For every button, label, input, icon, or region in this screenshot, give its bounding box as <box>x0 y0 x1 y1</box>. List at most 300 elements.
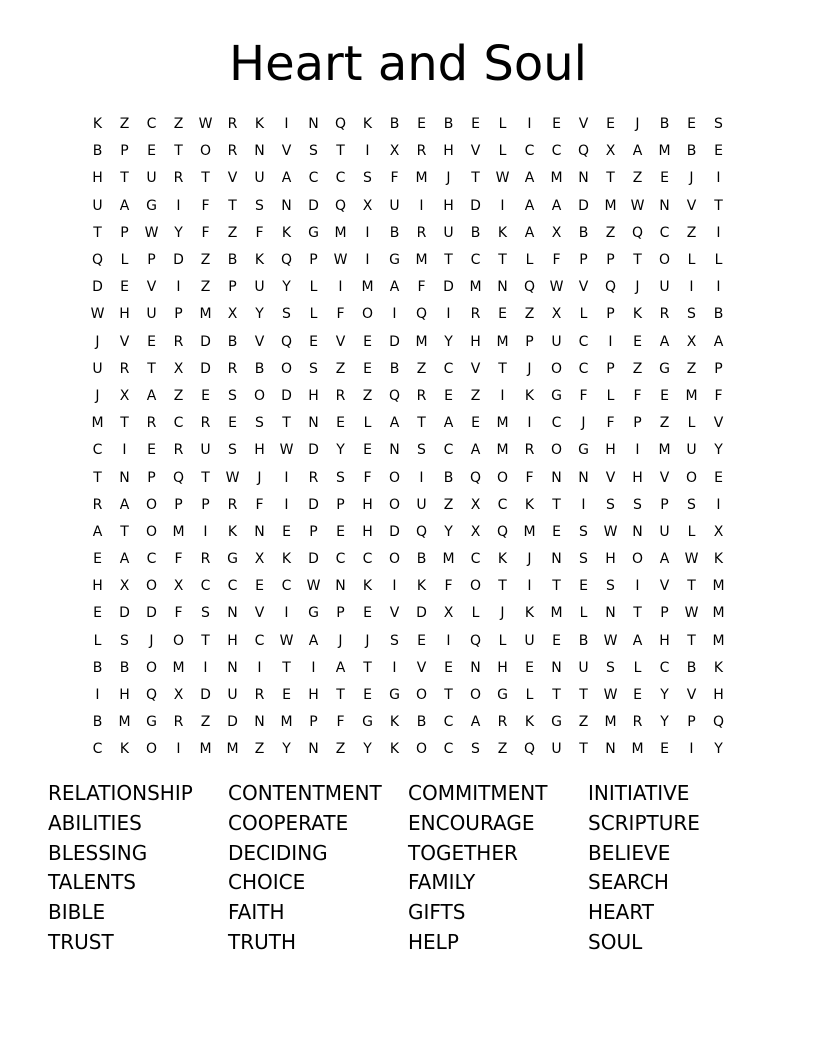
grid-letter: W <box>630 197 645 214</box>
grid-letter: K <box>281 224 292 241</box>
grid-letter: H <box>362 523 373 540</box>
grid-letter: R <box>173 170 184 187</box>
grid-letter: U <box>146 306 157 323</box>
grid-letter: P <box>309 252 318 269</box>
grid-letter: Z <box>497 741 508 758</box>
grid-letter: B <box>389 224 400 241</box>
grid-letter: F <box>525 469 534 486</box>
grid-letter: S <box>363 170 372 187</box>
grid-letter: R <box>227 116 238 133</box>
grid-letter: E <box>417 116 426 133</box>
grid-letter: S <box>633 496 642 513</box>
grid-letter: I <box>689 279 694 296</box>
grid-letter: I <box>284 605 289 622</box>
grid-letter: Z <box>173 387 184 404</box>
grid-letter: T <box>174 143 183 160</box>
grid-letter: T <box>228 197 237 214</box>
word-list-item: DECIDING <box>228 840 328 865</box>
grid-letter: V <box>686 197 697 214</box>
grid-letter: P <box>336 605 345 622</box>
grid-letter: V <box>713 415 724 432</box>
grid-letter: F <box>579 387 588 404</box>
grid-letter: Q <box>469 632 482 649</box>
grid-letter: W <box>90 306 105 323</box>
grid-letter: I <box>716 224 721 241</box>
grid-letter: L <box>633 659 642 676</box>
grid-letter: T <box>633 605 642 622</box>
grid-letter: B <box>227 252 238 269</box>
grid-letter: D <box>308 197 319 214</box>
grid-letter: K <box>362 116 373 133</box>
grid-letter: Y <box>255 306 264 323</box>
grid-letter: Y <box>444 523 453 540</box>
grid-row <box>84 492 732 519</box>
grid-letter: J <box>581 415 586 432</box>
grid-row <box>84 709 732 736</box>
grid-letter: Q <box>91 252 104 269</box>
grid-letter: V <box>578 116 589 133</box>
grid-letter: Q <box>145 687 158 704</box>
grid-letter: T <box>579 687 588 704</box>
grid-letter: B <box>578 224 589 241</box>
grid-letter: P <box>687 714 696 731</box>
grid-letter: I <box>716 170 721 187</box>
grid-letter: U <box>551 333 562 350</box>
word-list-item: INITIATIVE <box>588 781 690 805</box>
word-list <box>48 779 788 958</box>
grid-letter: L <box>498 143 507 160</box>
grid-row <box>84 655 732 682</box>
grid-letter: O <box>550 360 563 377</box>
grid-letter: E <box>660 170 669 187</box>
grid-letter: E <box>93 551 102 568</box>
grid-letter: S <box>714 116 723 133</box>
grid-letter: N <box>227 659 238 676</box>
grid-letter: S <box>309 360 318 377</box>
grid-letter: R <box>254 687 265 704</box>
grid-letter: I <box>95 687 100 704</box>
grid-letter: M <box>334 224 347 241</box>
grid-letter: T <box>336 687 345 704</box>
grid-letter: I <box>392 659 397 676</box>
grid-row <box>84 736 732 763</box>
grid-letter: S <box>282 306 291 323</box>
grid-letter: I <box>527 116 532 133</box>
grid-letter: Y <box>363 741 372 758</box>
grid-letter: R <box>227 143 238 160</box>
grid-letter: F <box>336 306 345 323</box>
grid-letter: P <box>336 496 345 513</box>
grid-letter: P <box>660 605 669 622</box>
grid-letter: P <box>147 469 156 486</box>
grid-letter: A <box>335 659 346 676</box>
grid-letter: C <box>335 170 346 187</box>
grid-letter: G <box>146 197 157 214</box>
grid-letter: I <box>203 659 208 676</box>
grid-letter: S <box>390 632 399 649</box>
grid-letter: G <box>389 252 400 269</box>
grid-letter: M <box>415 170 428 187</box>
grid-letter: S <box>606 578 615 595</box>
grid-letter: U <box>578 659 589 676</box>
grid-letter: O <box>172 632 185 649</box>
grid-letter: X <box>119 387 130 404</box>
grid-letter: C <box>362 551 373 568</box>
grid-letter: X <box>119 578 130 595</box>
grid-letter: I <box>527 578 532 595</box>
grid-letter: Z <box>443 496 454 513</box>
grid-row <box>84 546 732 573</box>
grid-letter: R <box>416 143 427 160</box>
grid-letter: U <box>551 741 562 758</box>
grid-letter: N <box>254 523 265 540</box>
grid-letter: V <box>119 333 130 350</box>
grid-letter: R <box>119 360 130 377</box>
grid-letter: O <box>415 741 428 758</box>
grid-letter: H <box>443 143 454 160</box>
grid-letter: X <box>173 360 184 377</box>
grid-letter: F <box>201 224 210 241</box>
grid-letter: Q <box>631 224 644 241</box>
grid-letter: U <box>659 279 670 296</box>
grid-letter: F <box>363 469 372 486</box>
grid-letter: Z <box>173 116 184 133</box>
grid-letter: E <box>714 469 723 486</box>
grid-letter: D <box>389 333 400 350</box>
grid-letter: V <box>578 279 589 296</box>
grid-letter: X <box>713 523 724 540</box>
grid-letter: M <box>658 143 671 160</box>
grid-letter: T <box>687 578 696 595</box>
grid-letter: C <box>200 578 211 595</box>
grid-letter: R <box>497 714 508 731</box>
grid-letter: Q <box>604 279 617 296</box>
grid-letter: A <box>146 387 157 404</box>
grid-letter: Q <box>415 306 428 323</box>
grid-letter: M <box>685 387 698 404</box>
grid-letter: X <box>389 143 400 160</box>
grid-letter: I <box>716 496 721 513</box>
grid-letter: C <box>146 116 157 133</box>
grid-letter: T <box>201 469 210 486</box>
grid-letter: Z <box>362 387 373 404</box>
grid-letter: S <box>579 523 588 540</box>
grid-letter: P <box>174 306 183 323</box>
grid-letter: N <box>578 469 589 486</box>
grid-letter: O <box>388 551 401 568</box>
grid-letter: R <box>146 415 157 432</box>
grid-letter: C <box>92 741 103 758</box>
grid-letter: X <box>254 551 265 568</box>
grid-row <box>84 356 732 383</box>
grid-letter: C <box>659 659 670 676</box>
grid-letter: F <box>336 714 345 731</box>
grid-letter: P <box>309 714 318 731</box>
grid-letter: P <box>606 252 615 269</box>
grid-letter: U <box>659 523 670 540</box>
grid-letter: L <box>498 116 507 133</box>
grid-letter: F <box>552 252 561 269</box>
grid-letter: Q <box>415 523 428 540</box>
grid-letter: B <box>686 659 697 676</box>
grid-letter: G <box>578 442 589 459</box>
grid-letter: M <box>604 197 617 214</box>
grid-letter: E <box>660 741 669 758</box>
grid-letter: G <box>146 714 157 731</box>
grid-letter: X <box>227 306 238 323</box>
grid-letter: Z <box>416 360 427 377</box>
grid-letter: E <box>93 605 102 622</box>
grid-letter: A <box>659 333 670 350</box>
grid-letter: V <box>416 659 427 676</box>
grid-row <box>84 138 732 165</box>
grid-letter: P <box>714 360 723 377</box>
grid-letter: L <box>525 687 534 704</box>
grid-letter: W <box>225 469 240 486</box>
grid-letter: W <box>333 252 348 269</box>
grid-letter: T <box>498 360 507 377</box>
grid-letter: C <box>254 632 265 649</box>
grid-letter: M <box>91 415 104 432</box>
grid-letter: Y <box>336 442 345 459</box>
grid-letter: W <box>144 224 159 241</box>
grid-letter: L <box>498 632 507 649</box>
grid-letter: E <box>147 442 156 459</box>
grid-letter: C <box>443 741 454 758</box>
grid-letter: E <box>255 578 264 595</box>
grid-letter: W <box>603 687 618 704</box>
grid-letter: C <box>92 442 103 459</box>
grid-letter: T <box>120 523 129 540</box>
grid-letter: D <box>308 442 319 459</box>
grid-letter: U <box>389 197 400 214</box>
grid-letter: E <box>606 116 615 133</box>
grid-letter: F <box>606 415 615 432</box>
grid-letter: J <box>365 632 370 649</box>
grid-letter: A <box>308 632 319 649</box>
grid-letter: B <box>92 659 103 676</box>
grid-letter: C <box>497 496 508 513</box>
grid-letter: M <box>496 333 509 350</box>
grid-letter: K <box>713 659 724 676</box>
grid-letter: I <box>419 469 424 486</box>
grid-letter: P <box>120 224 129 241</box>
grid-letter: P <box>579 252 588 269</box>
grid-letter: Y <box>282 741 291 758</box>
grid-letter: T <box>93 469 102 486</box>
grid-letter: V <box>281 143 292 160</box>
grid-letter: U <box>416 496 427 513</box>
grid-letter: T <box>147 360 156 377</box>
grid-letter: F <box>255 224 264 241</box>
grid-letter: T <box>579 741 588 758</box>
grid-letter: C <box>578 333 589 350</box>
grid-letter: G <box>551 714 562 731</box>
grid-letter: I <box>284 116 289 133</box>
grid-letter: O <box>145 523 158 540</box>
grid-letter: Q <box>496 523 509 540</box>
grid-row <box>84 247 732 274</box>
grid-letter: F <box>174 551 183 568</box>
grid-letter: I <box>176 741 181 758</box>
grid-letter: O <box>685 469 698 486</box>
word-list-item: ENCOURAGE <box>408 810 535 835</box>
grid-letter: C <box>551 143 562 160</box>
grid-letter: Q <box>523 279 536 296</box>
page-title: Heart and Soul <box>228 36 587 92</box>
grid-letter: T <box>417 415 426 432</box>
word-list-item: TOGETHER <box>408 840 518 865</box>
grid-letter: E <box>552 116 561 133</box>
grid-letter: E <box>552 523 561 540</box>
grid-letter: K <box>524 496 535 513</box>
grid-letter: C <box>524 143 535 160</box>
grid-letter: M <box>712 632 725 649</box>
grid-letter: F <box>255 496 264 513</box>
grid-letter: X <box>470 523 481 540</box>
grid-letter: B <box>92 714 103 731</box>
grid-letter: I <box>284 469 289 486</box>
grid-letter: T <box>282 659 291 676</box>
grid-letter: U <box>92 360 103 377</box>
grid-letter: A <box>632 143 643 160</box>
grid-letter: C <box>227 578 238 595</box>
grid-letter: Z <box>632 360 643 377</box>
grid-letter: J <box>149 632 154 649</box>
grid-letter: M <box>415 333 428 350</box>
letter-grid <box>84 111 732 764</box>
grid-letter: M <box>712 605 725 622</box>
grid-letter: W <box>603 523 618 540</box>
grid-letter: R <box>659 306 670 323</box>
grid-letter: G <box>362 714 373 731</box>
grid-letter: E <box>282 687 291 704</box>
grid-letter: A <box>389 279 400 296</box>
grid-letter: H <box>470 333 481 350</box>
grid-letter: I <box>581 496 586 513</box>
grid-letter: D <box>578 197 589 214</box>
grid-letter: R <box>632 714 643 731</box>
grid-row <box>84 220 732 247</box>
grid-letter: N <box>551 469 562 486</box>
grid-letter: O <box>631 551 644 568</box>
grid-letter: F <box>444 578 453 595</box>
grid-letter: S <box>606 496 615 513</box>
grid-letter: O <box>280 360 293 377</box>
grid-letter: Y <box>660 714 669 731</box>
grid-letter: V <box>686 687 697 704</box>
grid-letter: E <box>444 387 453 404</box>
grid-letter: M <box>280 714 293 731</box>
grid-letter: N <box>308 116 319 133</box>
grid-letter: T <box>552 687 561 704</box>
grid-letter: A <box>119 496 130 513</box>
grid-letter: N <box>119 469 130 486</box>
grid-letter: R <box>470 306 481 323</box>
grid-letter: Y <box>174 224 183 241</box>
grid-letter: L <box>309 279 318 296</box>
grid-letter: F <box>201 197 210 214</box>
grid-letter: M <box>226 741 239 758</box>
grid-letter: A <box>281 170 292 187</box>
grid-letter: B <box>443 469 454 486</box>
grid-letter: P <box>633 415 642 432</box>
grid-letter: D <box>146 605 157 622</box>
word-list-item: FAITH <box>228 900 285 925</box>
grid-letter: T <box>444 252 453 269</box>
grid-letter: F <box>714 387 723 404</box>
grid-letter: L <box>687 252 696 269</box>
grid-letter: R <box>308 469 319 486</box>
grid-letter: E <box>336 415 345 432</box>
grid-letter: D <box>200 333 211 350</box>
grid-letter: O <box>388 469 401 486</box>
grid-letter: C <box>146 551 157 568</box>
grid-letter: S <box>255 415 264 432</box>
grid-letter: I <box>122 442 127 459</box>
grid-letter: N <box>389 442 400 459</box>
grid-letter: B <box>686 143 697 160</box>
word-list-item: BLESSING <box>48 840 148 865</box>
grid-letter: J <box>527 551 532 568</box>
grid-letter: V <box>659 578 670 595</box>
grid-letter: T <box>552 578 561 595</box>
grid-letter: F <box>417 279 426 296</box>
grid-letter: I <box>500 387 505 404</box>
grid-letter: P <box>147 252 156 269</box>
grid-letter: A <box>659 551 670 568</box>
grid-letter: S <box>228 387 237 404</box>
grid-letter: Z <box>119 116 130 133</box>
grid-letter: H <box>362 496 373 513</box>
grid-letter: M <box>631 741 644 758</box>
grid-letter: M <box>604 714 617 731</box>
grid-letter: K <box>524 714 535 731</box>
grid-letter: E <box>120 279 129 296</box>
grid-letter: Z <box>578 714 589 731</box>
grid-letter: H <box>497 659 508 676</box>
grid-letter: M <box>469 279 482 296</box>
grid-letter: L <box>579 605 588 622</box>
grid-letter: B <box>389 360 400 377</box>
grid-letter: X <box>173 687 184 704</box>
grid-letter: T <box>498 578 507 595</box>
grid-letter: M <box>118 714 131 731</box>
grid-letter: B <box>416 714 427 731</box>
word-list-item: COOPERATE <box>228 810 349 835</box>
grid-letter: O <box>361 306 374 323</box>
grid-letter: N <box>254 714 265 731</box>
grid-letter: Y <box>660 687 669 704</box>
grid-letter: R <box>524 442 535 459</box>
grid-letter: D <box>416 605 427 622</box>
grid-letter: T <box>687 632 696 649</box>
grid-letter: J <box>95 387 100 404</box>
grid-letter: W <box>495 170 510 187</box>
word-list-item: TALENTS <box>48 870 136 895</box>
grid-letter: T <box>471 170 480 187</box>
grid-letter: T <box>201 632 210 649</box>
word-list-item: CONTENTMENT <box>228 781 382 805</box>
grid-letter: S <box>201 605 210 622</box>
grid-letter: P <box>606 306 615 323</box>
word-list-item: BIBLE <box>48 900 106 925</box>
grid-letter: I <box>527 415 532 432</box>
grid-letter: W <box>549 279 564 296</box>
grid-letter: T <box>282 415 291 432</box>
grid-letter: P <box>174 496 183 513</box>
grid-letter: E <box>363 687 372 704</box>
